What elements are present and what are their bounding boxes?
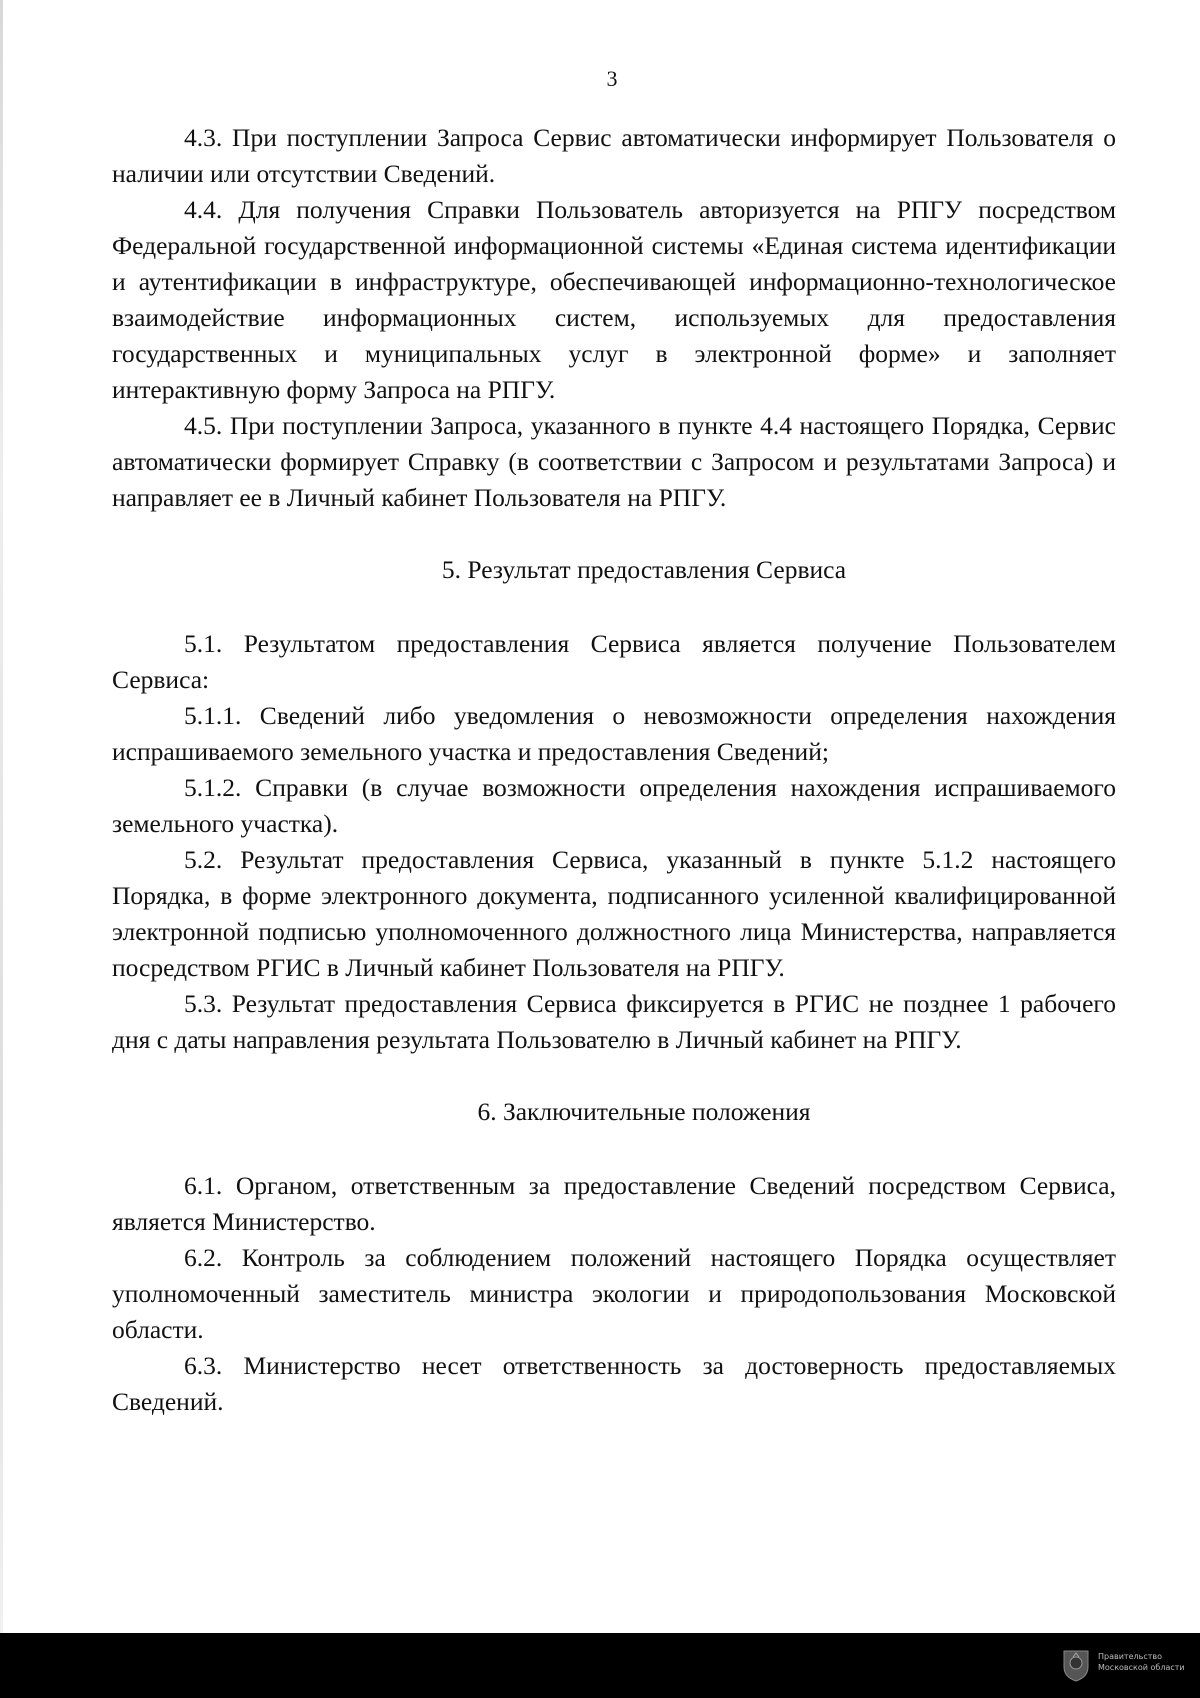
paragraph-6-2: 6.2. Контроль за соблюдением положений настоящего Порядка осуществляет уполномоченный заместитель министра экологии и природопользования Московской области. <box>112 1243 1116 1344</box>
document-body <box>112 120 1116 1420</box>
footer-caption-line1: Правительство <box>1098 1652 1162 1661</box>
paragraph-4-4: 4.4. Для получения Справки Пользователь авторизуется на РПГУ посредством Федеральной государственной информационной системы «Единая система идентификации и аутентификации в инфраструктуре, обеспечивающей информационно-технологическое взаимодействие информационных систем, используемых для предоставления государственных и муниципальных услуг в электронной форме» и заполняет интерактивную форму Запроса на РПГУ. <box>112 195 1116 404</box>
scan-edge <box>0 0 3 1633</box>
page-number: 3 <box>606 66 618 91</box>
paragraph-6-1: 6.1. Органом, ответственным за предоставление Сведений посредством Сервиса, является Министерство. <box>112 1171 1116 1236</box>
paragraph-5-1-1: 5.1.1. Сведений либо уведомления о невозможности определения нахождения испрашиваемого земельного участка и предоставления Сведений; <box>112 701 1116 766</box>
paragraph-6-3: 6.3. Министерство несет ответственность за достоверность предоставляемых Сведений. <box>112 1351 1116 1416</box>
footer-bar <box>0 1633 1200 1698</box>
paragraph-5-1-2: 5.1.2. Справки (в случае возможности определения нахождения испрашиваемого земельного участка). <box>112 773 1116 838</box>
paragraph-5-1: 5.1. Результатом предоставления Сервиса является получение Пользователем Сервиса: <box>112 629 1116 694</box>
section-6-heading: 6. Заключительные положения <box>477 1097 811 1126</box>
paragraph-5-3: 5.3. Результат предоставления Сервиса фиксируется в РГИС не позднее 1 рабочего дня с даты направления результата Пользователю в Личный кабинет на РПГУ. <box>112 989 1116 1054</box>
footer-caption-line2: Московской области <box>1098 1663 1185 1672</box>
footer-caption <box>1098 1651 1198 1673</box>
section-5-heading: 5. Результат предоставления Сервиса <box>441 555 847 584</box>
moscow-region-emblem-icon <box>1062 1647 1090 1683</box>
paragraph-5-2: 5.2. Результат предоставления Сервиса, указанный в пункте 5.1.2 настоящего Порядка, в форме электронного документа, подписанного усиленной квалифицированной электронной подписью уполномоченного должностного лица Министерства, направляется посредством РГИС в Личный кабинет Пользователя на РПГУ. <box>112 845 1116 982</box>
paragraph-4-3: 4.3. При поступлении Запроса Сервис автоматически информирует Пользователя о наличии или отсутствии Сведений. <box>112 123 1116 188</box>
paragraph-4-5: 4.5. При поступлении Запроса, указанного в пункте 4.4 настоящего Порядка, Сервис автоматически формирует Справку (в соответствии с Запросом и результатами Запроса) и направляет ее в Личный кабинет Пользователя на РПГУ. <box>112 411 1116 512</box>
